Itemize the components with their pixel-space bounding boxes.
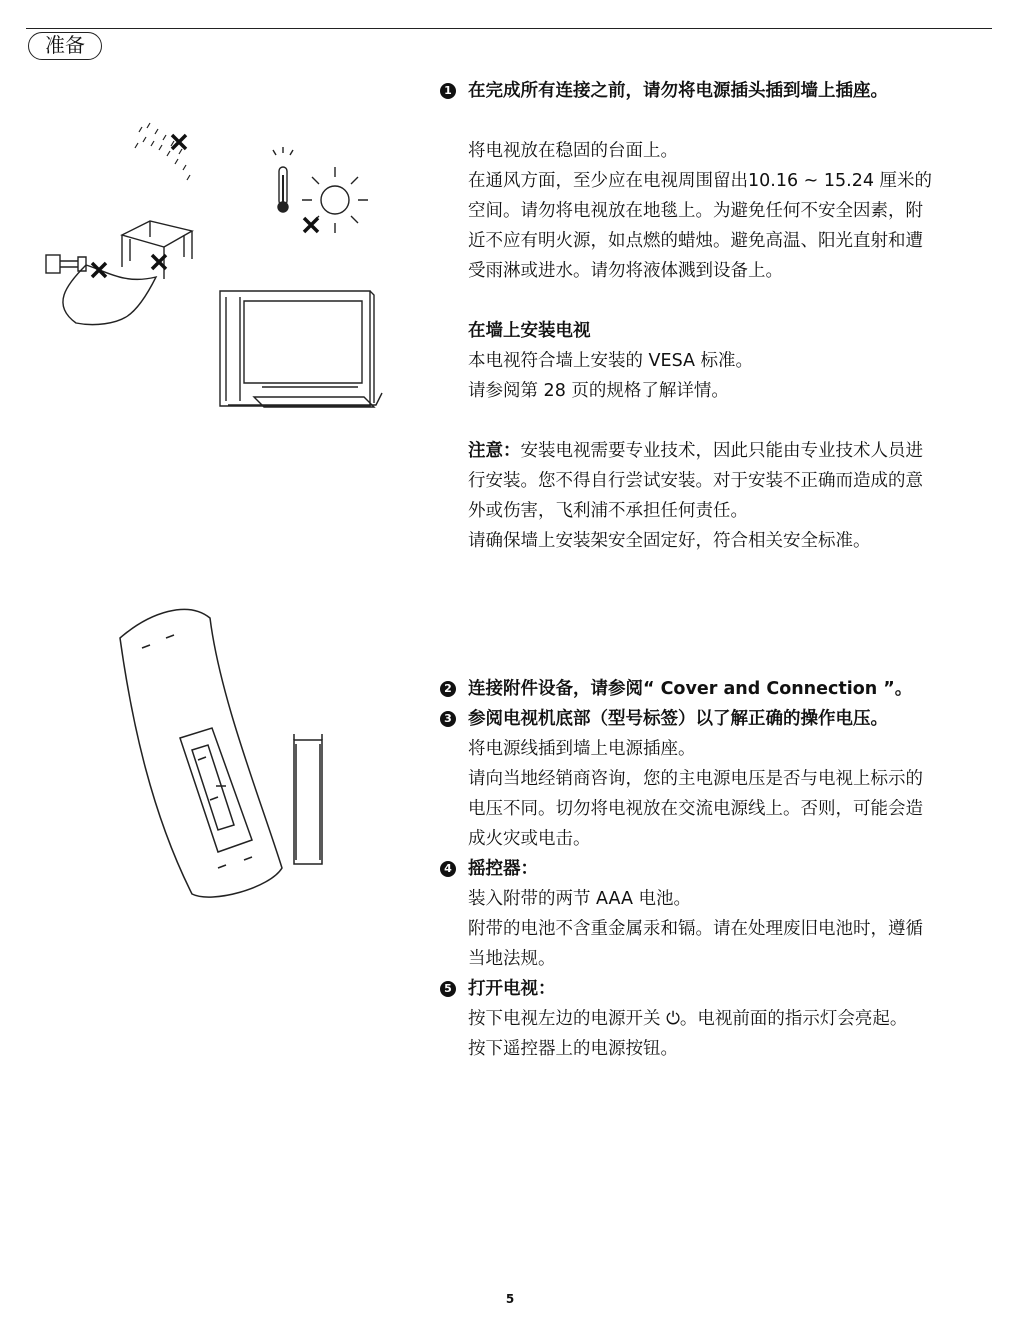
step-5-line: 按下遥控器上的电源按钮。 bbox=[468, 1039, 678, 1059]
placement-line: 近不应有明火源，如点燃的蜡烛。避免高温、阳光直射和遭 bbox=[468, 231, 923, 251]
note-line: 请确保墙上安装架安全固定好，符合相关安全标准。 bbox=[468, 531, 871, 551]
step-4-heading bbox=[440, 854, 1000, 884]
cross-mark-icon bbox=[172, 135, 186, 149]
step-3-heading-text: 参阅电视机底部（型号标签）以了解正确的操作电压。 bbox=[468, 709, 888, 729]
remote-control-icon bbox=[120, 609, 282, 897]
cross-mark-icon bbox=[304, 218, 318, 232]
page-number: 5 bbox=[505, 1292, 515, 1306]
tv-icon bbox=[220, 291, 382, 407]
step-2-number-badge: 2 bbox=[440, 681, 456, 697]
step-5-number-badge: 5 bbox=[440, 981, 456, 997]
step-3-heading bbox=[440, 704, 1000, 734]
step-3-line: 成火灾或电击。 bbox=[468, 829, 591, 849]
placement-line: 将电视放在稳固的台面上。 bbox=[468, 141, 678, 161]
wall-mount-line: 请参阅第 28 页的规格了解详情。 bbox=[468, 381, 729, 401]
step-5-line bbox=[440, 1004, 1000, 1034]
power-symbol-icon: ⏻ bbox=[666, 1009, 680, 1029]
step-1-section bbox=[440, 76, 1000, 556]
section-title: 准备 bbox=[28, 32, 102, 60]
rain-icon bbox=[135, 123, 190, 180]
wall-mount-line: 本电视符合墙上安装的 VESA 标准。 bbox=[468, 351, 754, 371]
power-plug-icon bbox=[46, 255, 156, 325]
remote-control-illustration bbox=[110, 600, 350, 910]
step-5-heading bbox=[440, 974, 1000, 1004]
step-3-line: 请向当地经销商咨询，您的主电源电压是否与电视上标示的 bbox=[468, 769, 923, 789]
step-3-line: 电压不同。切勿将电视放在交流电源线上。否则，可能会造 bbox=[468, 799, 923, 819]
step-4-line: 装入附带的两节 AAA 电池。 bbox=[468, 889, 692, 909]
step-2-heading bbox=[440, 674, 1000, 704]
thermometer-icon bbox=[273, 147, 293, 212]
step-4-line: 附带的电池不含重金属汞和镉。请在处理废旧电池时，遵循 bbox=[468, 919, 923, 939]
step-3-number-badge: 3 bbox=[440, 711, 456, 727]
step-1-heading bbox=[440, 76, 1000, 106]
note-first-line bbox=[440, 436, 1000, 466]
battery-cover-icon bbox=[294, 734, 322, 864]
step-2-heading-text: 连接附件设备，请参阅“ Cover and Connection ”。 bbox=[468, 679, 913, 699]
step-4-number-badge: 4 bbox=[440, 861, 456, 877]
placement-line: 空间。请勿将电视放在地毯上。为避免任何不安全因素，附 bbox=[468, 201, 923, 221]
tv-placement-illustration bbox=[30, 115, 420, 415]
top-rule bbox=[26, 28, 992, 29]
step-4-line: 当地法规。 bbox=[468, 949, 556, 969]
placement-line: 在通风方面，至少应在电视周围留出10.16 ~ 15.24 厘米的 bbox=[468, 171, 933, 191]
placement-line: 受雨淋或进水。请勿将液体溅到设备上。 bbox=[468, 261, 783, 281]
step-5-line-end: 。电视前面的指示灯会亮起。 bbox=[679, 1009, 908, 1029]
note-line: 外或伤害，飞利浦不承担任何责任。 bbox=[468, 501, 748, 521]
wall-mount-heading: 在墙上安装电视 bbox=[468, 321, 591, 341]
note-text: 安装电视需要专业技术，因此只能由专业技术人员进 bbox=[520, 441, 923, 461]
step-5-heading-text: 打开电视： bbox=[468, 979, 556, 999]
step-1-number-badge: 1 bbox=[440, 83, 456, 99]
step-5-line-start: 按下电视左边的电源开关 bbox=[468, 1009, 667, 1029]
stool-icon bbox=[122, 221, 192, 279]
step-1-heading-text: 在完成所有连接之前，请勿将电源插头插到墙上插座。 bbox=[468, 81, 888, 101]
step-3-line: 将电源线插到墙上电源插座。 bbox=[468, 739, 696, 759]
cross-mark-icon bbox=[92, 263, 106, 277]
note-label: 注意： bbox=[468, 441, 521, 461]
steps-2-5-section bbox=[440, 674, 1000, 1064]
note-line: 行安装。您不得自行尝试安装。对于安装不正确而造成的意 bbox=[468, 471, 923, 491]
step-4-heading-text: 摇控器： bbox=[468, 859, 538, 879]
